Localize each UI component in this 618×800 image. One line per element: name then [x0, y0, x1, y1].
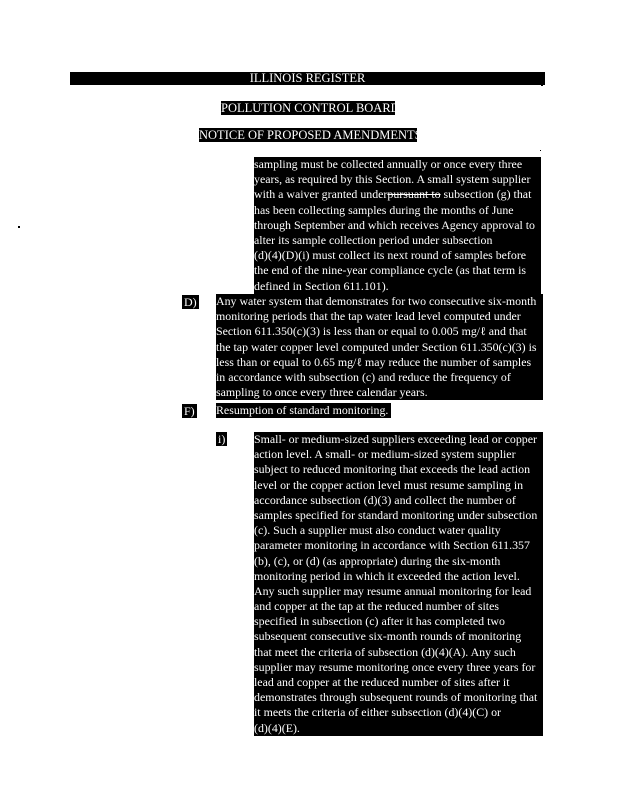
- text-line: that meet the criteria of subsection (d)(4)(A). Any such: [254, 644, 516, 659]
- text-line: monitoring periods that the tap water lead level computed under: [216, 309, 521, 324]
- text-line: monitoring period in which it exceeded the action level.: [254, 568, 520, 583]
- text-line: demonstrates through subsequent rounds of monitoring that: [254, 690, 538, 705]
- text-line: supplier may resume monitoring once every three years for: [254, 659, 536, 674]
- paragraph-item-d: [216, 294, 543, 400]
- text-line: (d)(4)(E).: [254, 720, 300, 735]
- text-line-with-strike: [254, 187, 541, 202]
- text-line: defined in Section 611.101).: [254, 278, 389, 293]
- text-line: has been collecting samples during the months of June: [254, 202, 514, 217]
- text-line: alter its sample collection period under subsection: [254, 232, 493, 247]
- section-heading-f: [216, 403, 391, 418]
- scan-speck: [18, 226, 20, 228]
- text-line: action level. A small- or medium-sized system supplier: [254, 447, 516, 462]
- text-line: Any such supplier may resume annual monitoring for lead: [254, 583, 532, 598]
- text-fragment: subsection (g) that: [440, 187, 532, 202]
- text-line: (c). Such a supplier must also conduct water quality: [254, 523, 501, 538]
- text-line: Section 611.350(c)(3) is less than or equal to 0.005 mg/ℓ and that: [216, 324, 527, 339]
- paragraph-continuation: [254, 157, 541, 294]
- scan-speck: [541, 84, 543, 86]
- register-header: [70, 72, 545, 85]
- scan-speck: [540, 150, 541, 151]
- text-line: Small- or medium-sized suppliers exceeding lead or copper: [254, 432, 537, 446]
- text-line: subject to reduced monitoring that exceeds the lead action: [254, 462, 531, 477]
- text-line: specified in subsection (c) after it has completed two: [254, 614, 505, 629]
- text-line: (d)(4)(D)(i) must collect its next round of samples before: [254, 248, 527, 263]
- item-label-i: i): [218, 432, 226, 446]
- text-line: years, as required by this Section. A small system supplier: [254, 172, 531, 187]
- text-line: the tap water copper level computed under Section 611.350(c)(3) is: [216, 339, 537, 354]
- text-line: sampling must be collected annually or once every three: [254, 157, 523, 171]
- notice-title: NOTICE OF PROPOSED AMENDMENTS: [199, 128, 422, 142]
- text-line: it meets the criteria of either subsection (d)(4)(C) or: [254, 705, 501, 720]
- paragraph-item-i: [254, 432, 543, 736]
- text-line: parameter monitoring in accordance with Section 611.357: [254, 538, 530, 553]
- text-line: sampling to once every three calendar years.: [216, 385, 428, 400]
- text-line: level or the copper action level must resume sampling in: [254, 477, 524, 492]
- text-line: and copper at the tap at the reduced number of sites: [254, 599, 499, 614]
- text-line: through September and which receives Agency approval to: [254, 217, 535, 232]
- heading-text: Resumption of standard monitoring.: [216, 403, 389, 417]
- text-line: in accordance with subsection (c) and reduce the frequency of: [216, 369, 511, 384]
- text-line: subsequent consecutive six-month rounds of monitoring: [254, 629, 522, 644]
- struck-text: pursuant to: [387, 187, 441, 202]
- text-line: (b), (c), or (d) (as appropriate) during the six-month: [254, 553, 501, 568]
- text-line: samples specified for standard monitoring under subsection: [254, 507, 538, 522]
- board-title: POLLUTION CONTROL BOARD: [221, 101, 400, 115]
- item-label-d: D): [184, 295, 197, 309]
- register-title: ILLINOIS REGISTER: [249, 71, 366, 85]
- text-line: Any water system that demonstrates for two consecutive six-month: [216, 294, 537, 308]
- text-line: accordance subsection (d)(3) and collect the number of: [254, 492, 516, 507]
- text-fragment: with a waiver granted under: [254, 187, 388, 202]
- text-line: the end of the nine-year compliance cycle (as that term is: [254, 263, 527, 278]
- text-line: lead and copper at the reduced number of sites after it: [254, 675, 510, 689]
- text-line: less than or equal to 0.65 mg/ℓ may reduce the number of samples: [216, 354, 532, 369]
- item-label-f: F): [184, 404, 195, 418]
